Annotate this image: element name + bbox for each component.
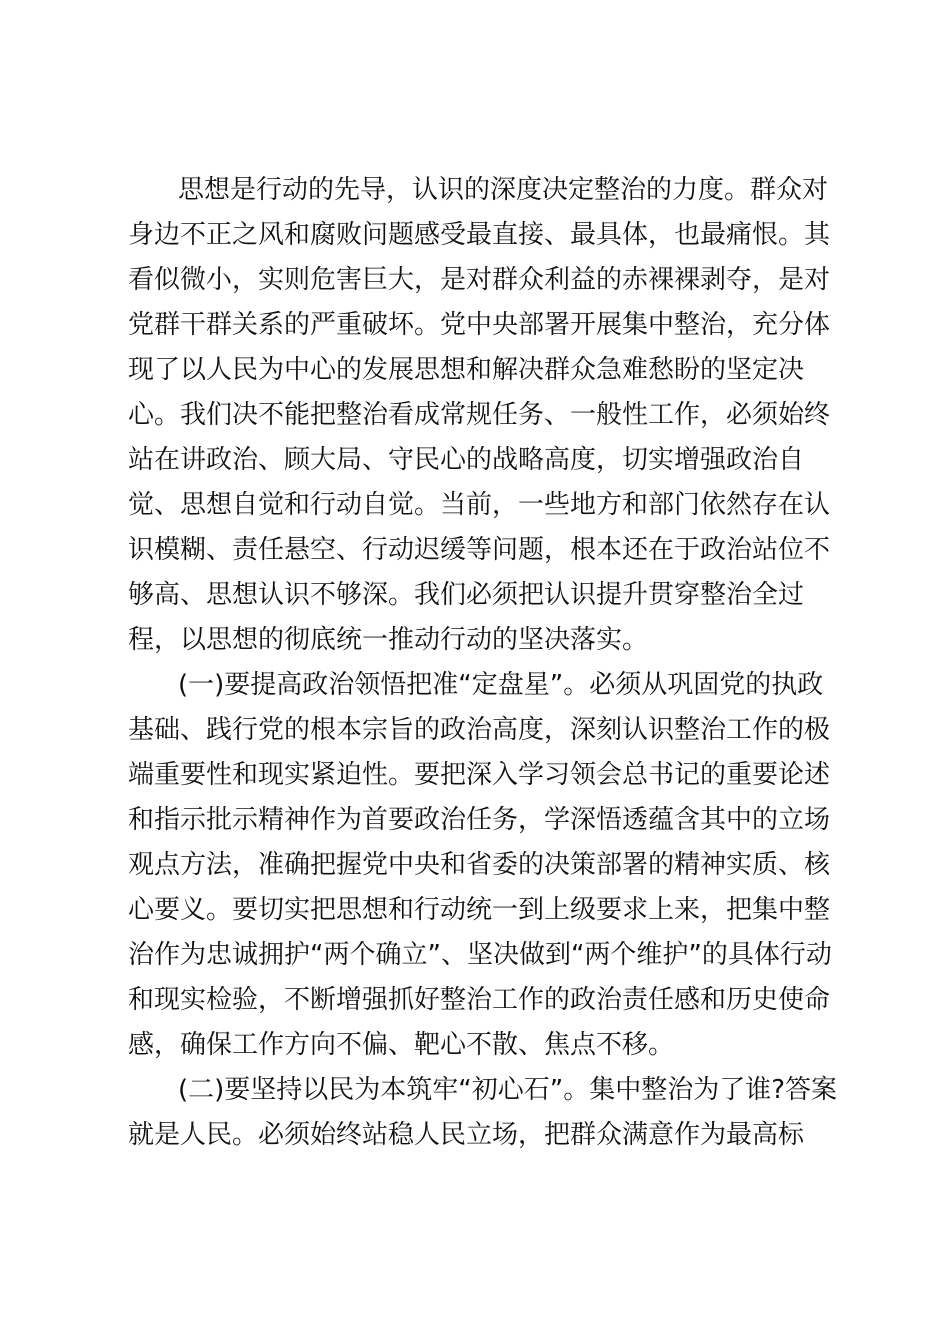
text-line: 身边不正之风和腐败问题感受最直接、最具体，也最痛恨。其 [128, 220, 831, 250]
text-line: 心要义。要切实把思想和行动统一到上级要求上来，把集中整 [128, 895, 831, 925]
document-body [128, 168, 838, 1158]
text-line: 基础、践行党的根本宗旨的政治高度，深刻认识整治工作的极 [128, 715, 831, 745]
paragraph-3 [128, 1068, 838, 1158]
text-line: 观点方法，准确把握党中央和省委的决策部署的精神实质、核 [128, 850, 831, 880]
text-line: 和现实检验，不断增强抓好整治工作的政治责任感和历史使命 [128, 985, 831, 1015]
text-line: 心。我们决不能把整治看成常规任务、一般性工作，必须始终 [128, 400, 831, 430]
text-line: 思想是行动的先导，认识的深度决定整治的力度。群众对 [178, 175, 829, 205]
text-line: (一)要提高政治领悟把准“定盘星”。必须从巩固党的执政 [178, 670, 824, 700]
text-line: 看似微小，实则危害巨大，是对群众利益的赤裸裸剥夺，是对 [128, 265, 831, 295]
text-line: 和指示批示精神作为首要政治任务，学深悟透蕴含其中的立场 [128, 805, 831, 835]
text-line: (二)要坚持以民为本筑牢“初心石”。集中整治为了谁?答案 [178, 1075, 838, 1105]
text-line: 现了以人民为中心的发展思想和解决群众急难愁盼的坚定决 [128, 355, 805, 385]
paragraph-2 [128, 663, 832, 1068]
text-line: 程，以思想的彻底统一推动行动的坚决落实。 [128, 625, 649, 655]
text-line: 识模糊、责任悬空、行动迟缓等问题，根本还在于政治站位不 [128, 535, 831, 565]
text-line: 觉、思想自觉和行动自觉。当前，一些地方和部门依然存在认 [128, 490, 831, 520]
text-line: 就是人民。必须始终站稳人民立场，把群众满意作为最高标 [128, 1120, 805, 1150]
text-line: 感，确保工作方向不偏、靶心不散、焦点不移。 [128, 1030, 675, 1060]
text-line: 站在讲政治、顾大局、守民心的战略高度，切实增强政治自 [128, 445, 805, 475]
text-line: 治作为忠诚拥护“两个确立”、坚决做到“两个维护”的具体行动 [128, 940, 832, 970]
text-line: 党群干群关系的严重破坏。党中央部署开展集中整治，充分体 [128, 310, 831, 340]
text-line: 端重要性和现实紧迫性。要把深入学习领会总书记的重要论述 [128, 760, 831, 790]
text-line: 够高、思想认识不够深。我们必须把认识提升贯穿整治全过 [128, 580, 805, 610]
paragraph-1 [128, 168, 831, 663]
